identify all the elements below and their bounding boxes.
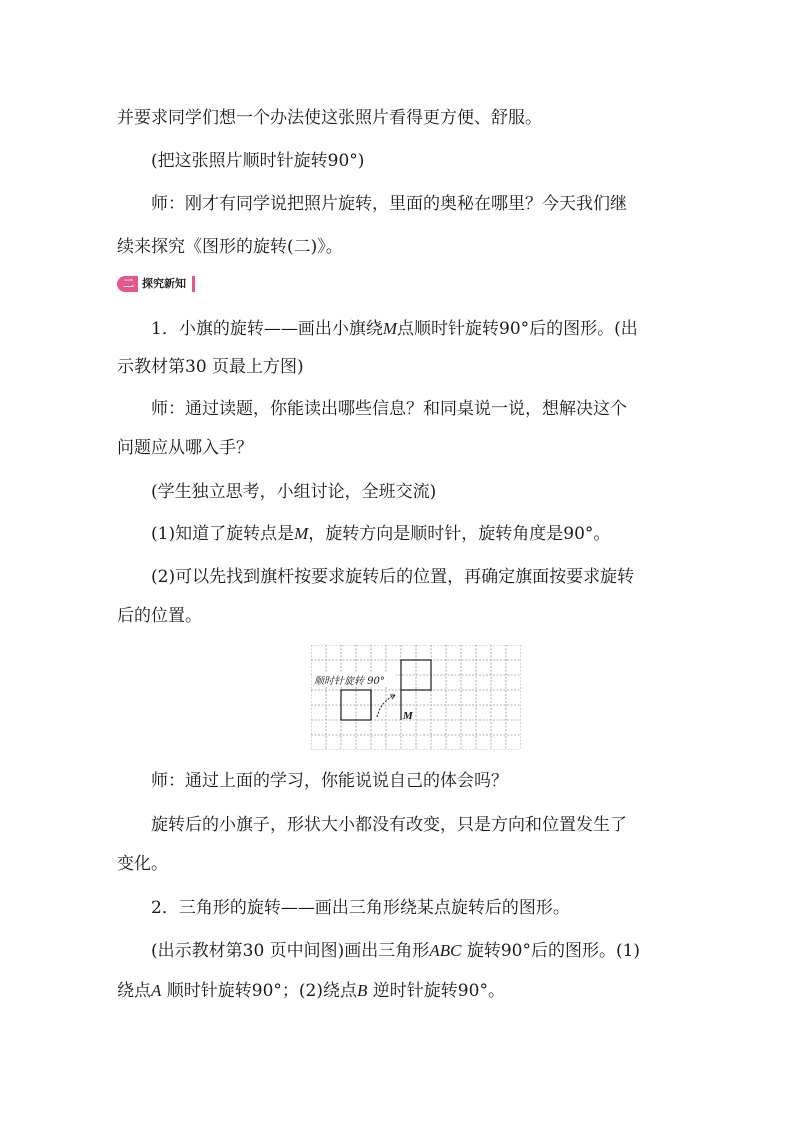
text-span: (1)知道了旋转点是	[151, 524, 295, 544]
section-title: 探究新知	[138, 276, 195, 292]
text-span: (出示教材第30 页中间图)画出三角形	[151, 941, 430, 961]
section-heading	[117, 275, 195, 293]
item1-line2: 示教材第30 页最上方图)	[117, 357, 304, 377]
paragraph-line: (把这张照片顺时针旋转90°)	[151, 151, 365, 171]
text-span: 旋转90°后的图形。(1)	[461, 941, 641, 961]
paragraph-line: (2)可以先找到旗杆按要求旋转后的位置，再确定旗面按要求旋转	[151, 567, 635, 587]
grid-diagram	[311, 645, 521, 750]
section-number-tag: 二	[117, 276, 138, 292]
answer-line-1	[151, 523, 610, 545]
paragraph-line: 师：通过上面的学习，你能说说自己的体会吗？	[151, 771, 508, 791]
text-span: 1．小旗的旋转——画出小旗绕	[151, 319, 383, 339]
triangle-label: ABC	[429, 941, 462, 960]
text-span: 逆时针旋转90°。	[367, 981, 505, 1001]
paragraph-line: 师：通过读题，你能读出哪些信息？和同桌说一说，想解决这个	[151, 399, 627, 419]
paragraph-line: (学生独立思考，小组讨论，全班交流)	[151, 482, 437, 502]
paragraph-line: 师：刚才有同学说把照片旋转，里面的奥秘在哪里？今天我们继	[151, 194, 627, 214]
paragraph-line: 并要求同学们想一个办法使这张照片看得更方便、舒服。	[117, 108, 542, 128]
grid-lines	[311, 645, 521, 750]
point-m-label: M	[403, 710, 413, 722]
paragraph-line: 变化。	[117, 854, 168, 874]
rotation-label: 顺时针旋转 90°	[314, 676, 385, 687]
paragraph-line: 续来探究《图形的旋转(二)》。	[117, 237, 343, 257]
item2-title: 2．三角形的旋转——画出三角形绕某点旋转后的图形。	[151, 898, 570, 918]
paragraph-line: 问题应从哪入手？	[117, 438, 253, 458]
text-span: 顺时针旋转90°；(2)绕点	[161, 981, 358, 1001]
item2-line1	[151, 940, 640, 962]
item2-line2	[117, 980, 505, 1002]
text-span: 绕点	[117, 981, 151, 1001]
paragraph-line: 后的位置。	[117, 606, 202, 626]
point-label: M	[382, 319, 397, 338]
point-label: M	[294, 524, 309, 543]
paragraph-line: 旋转后的小旗子，形状大小都没有改变，只是方向和位置发生了	[151, 815, 627, 835]
point-label: A	[151, 981, 162, 1000]
text-span: 点顺时针旋转90°后的图形。(出	[397, 319, 638, 339]
flag-rotation-figure	[311, 645, 521, 750]
text-span: ，旋转方向是顺时针，旋转角度是90°。	[308, 524, 611, 544]
item1-line1	[151, 318, 638, 340]
point-label: B	[357, 981, 368, 1000]
